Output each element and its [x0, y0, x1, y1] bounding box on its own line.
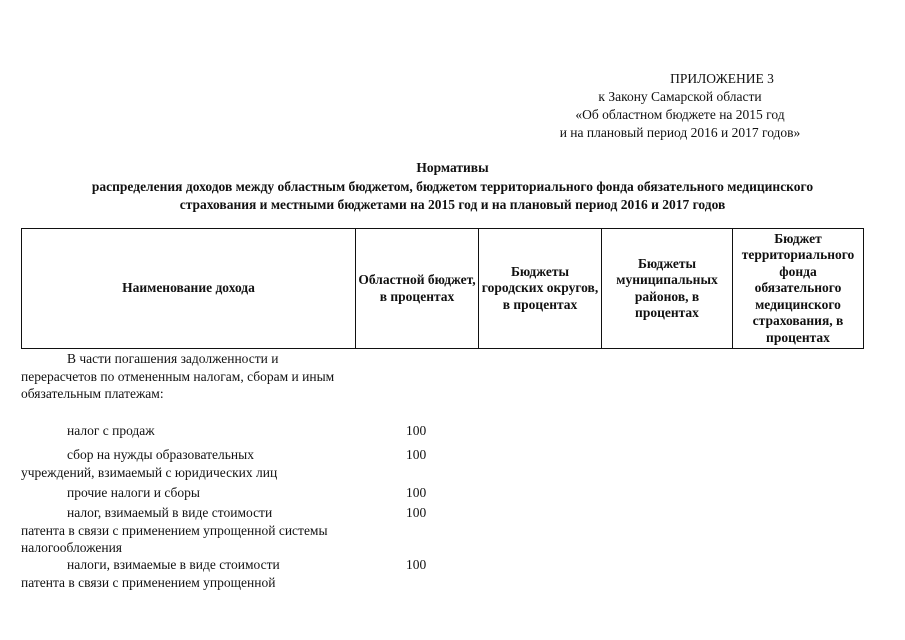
header-city-budgets: Бюджеты городских округов, в процентах: [479, 229, 602, 349]
table-body: [21, 350, 881, 592]
title-line-3: страхования и местными бюджетами на 2015 год и на плановый период 2016 и 2017 годов: [179, 197, 726, 212]
table-row: [21, 446, 881, 484]
row-name-cont: учреждений, взимаемый с юридических лиц: [21, 464, 278, 480]
row-name: В части погашения задолженности и: [67, 351, 279, 366]
table-header: [21, 228, 864, 349]
header-district-budgets: Бюджеты муниципальных районов, в процентах: [602, 229, 733, 349]
table-row: [21, 422, 881, 446]
row-name: налоги, взимаемые в виде стоимости: [67, 557, 280, 572]
title-line-2: распределения доходов между областным бюджетом, бюджетом территориального фонда обязательного медицинского: [91, 178, 814, 194]
appendix-law-ref: к Закону Самарской области: [598, 89, 762, 104]
row-value: 100: [406, 447, 427, 462]
row-value: 100: [406, 423, 427, 438]
table-row: [21, 504, 881, 556]
table-row: [21, 350, 881, 422]
row-name: налог, взимаемый в виде стоимости: [67, 505, 273, 520]
appendix-header: [500, 70, 860, 142]
appendix-law-title: «Об областном бюджете на 2015 год: [575, 107, 785, 122]
row-name: налог с продаж: [67, 423, 155, 438]
row-name: сбор на нужды образовательных: [67, 447, 254, 462]
appendix-law-period: и на плановый период 2016 и 2017 годов»: [559, 125, 801, 140]
row-name-cont: патента в связи с применением упрощенной системы налогообложения: [21, 522, 328, 555]
row-name: прочие налоги и сборы: [67, 485, 200, 500]
row-value: 100: [406, 485, 427, 500]
row-value: 100: [406, 505, 427, 520]
table-header-row: [22, 229, 864, 349]
table-row: [21, 484, 881, 504]
header-medical-fund-budget: Бюджет территориального фонда обязательного медицинского страхования, в процентах: [733, 229, 864, 349]
row-value: 100: [406, 557, 427, 572]
table-row: [21, 556, 881, 592]
title-line-1: Нормативы: [416, 160, 489, 175]
header-regional-budget: Областной бюджет, в процентах: [356, 229, 479, 349]
row-name-cont: патента в связи с применением упрощенной: [21, 574, 276, 590]
document-title: [0, 159, 905, 215]
header-income-name: Наименование дохода: [22, 229, 356, 349]
appendix-number: ПРИЛОЖЕНИЕ 3: [670, 71, 774, 86]
row-name-cont: перерасчетов по отмененным налогам, сборам и иным обязательным платежам:: [21, 368, 335, 401]
